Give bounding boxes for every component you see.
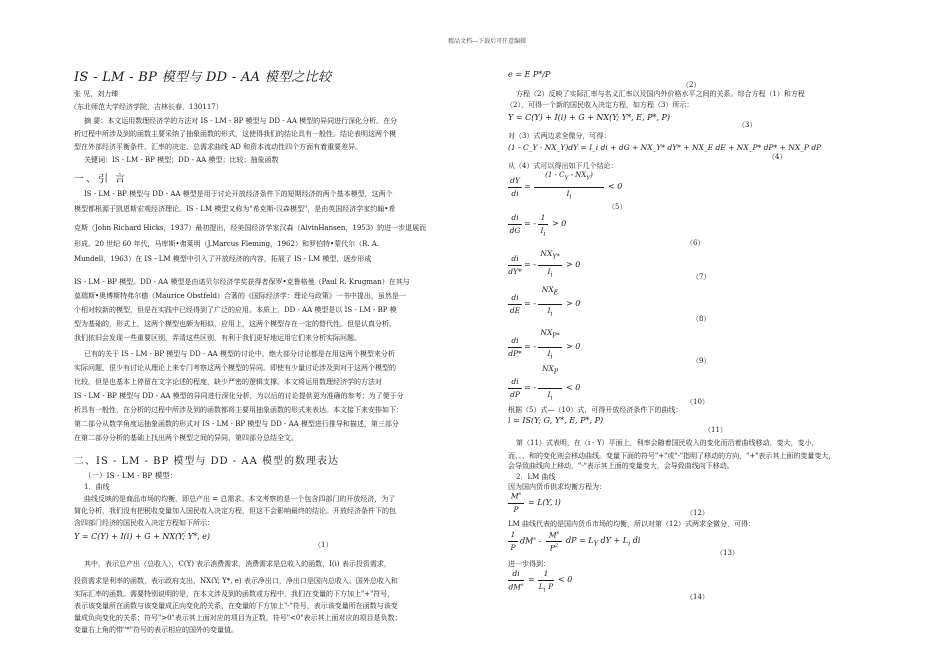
sec1-p1-line-5: Mundell，1963）在 IS - LM 模型中引入了开放经济的内容，拓展了 IS - LM 模型，逐步形成 [74,255,372,263]
abstract-line-1: 摘 要：本文运用数理经济学的方法对 IS - LM - BP 模型与 DD - AA 模型的异同进行深化分析。在分 [84,117,398,125]
sec1-p2-line-4: 型为基础的，形式上，这两个模型也颇为相似，应用上，这两个模型存在一定的替代性。但是认真分析， [74,320,396,328]
sec1-p3-line-1: 已有的关于 IS - LM - BP 模型与 DD - AA 模型的讨论中，绝大部分讨论都是在用这两个模型来分析 [84,350,395,358]
sec2-p2-line-6: 变量右上角的带"*"符号的表示相应的国外的变量值。 [74,626,238,634]
section-2-title: 二、IS - LM - BP 模型与 DD - AA 模型的数理表达 [74,456,339,467]
abstract-line-3: 型在外部经济平衡条件、汇率的决定、总需求曲线 AD 和资本流动性四个方面有着重要差异。 [74,143,363,151]
abstract-line-2: 析过程中所涉及到的函数主要采纳了抽象函数的形式，这使得我们的结论具有一般性。结论表明这两个模 [74,130,396,138]
sec1-p2-line-3: 个相对较新的模型，但是在实践中已经得到了广泛的应用。本质上，DD - AA 模型是以 IS - LM - BP 模 [74,306,397,314]
section-1-title: 一、引 言 [74,174,128,185]
sec1-p1-line-3: 克斯（John Richard Hicks，1937）最初提出，经美国经济学家汉森（AlvinHansen，1953）的进一步退展而 [74,224,427,232]
equation-1: Y = C(Y) + I(i) + G + NX(Y; Y*, e) [74,532,211,541]
sec2-p2-line-3: 实际汇率的函数。需要特别说明的是，在本文涉及到的函数或方程中，我们在变量的下方加上"+"符号， [74,590,395,598]
equation-5-number: （5） [608,203,627,211]
paper-title: IS - LM - BP 模型与 DD - AA 模型之比较 [74,70,332,85]
sec1-p3-line-5: 析具有一般性，在分析的过程中所涉及到的函数都将主要用抽象函数的形式来表达。本文接下来安排如下： [74,406,403,414]
equation-9-number: （9） [692,357,711,365]
sec1-p2-line-5: 我们依旧会发现一些重要区别，弄清这些区别，有利于我们更好地运用它们来分析实际问题。 [74,334,361,342]
sec1-p1-line-1: IS - LM - BP 模型与 DD - AA 模型是用于讨论开放经济条件下的短期经济的两个基本模型，这两个 [84,190,393,198]
sec2-item-1: 1．曲线 [84,483,110,491]
item-2-lm-curve: 2．LM 曲线 [516,473,556,481]
sec2-p1-line-3: 含四部门经济的国民收入决定方程如下所示： [74,519,214,527]
equation-1-number: （1） [314,541,333,549]
equation-3: Y = C(Y) + I(i) + G + NX(Y; Y*, E, P*, P) [508,113,671,122]
equation-11: i = IS(Y; G, Y*, E, P*, P) [508,416,604,425]
eq3-text: 对（3）式两边求全微分，可得： [508,132,611,140]
eq12-text: LM 曲线代表的是国内货币市场的均衡，所以对第（12）式两求全微分，可得： [508,520,755,528]
equation-11-number: （11） [704,426,727,434]
sec1-p3-line-7: 在第二部分分析的基础上找出两个模型之间的异同，第四部分总结全文。 [74,434,298,442]
sec2-p1-line-2: 简化分析，我们没有把税收变量加入国民收入决定方程，但这不会影响最终的结论。开放经济条件下的包 [74,507,396,515]
sec1-p2-line-1: IS - LM - BP 模型。DD - AA 模型是由诺贝尔经济学奖获得者保罗•克鲁格曼（Paul R. Krugman）在其与 [74,278,410,286]
equation-7-number: （7） [692,273,711,281]
sec2-p2-line-5: 量成负向变化的关系；符号">0"表示其上面对应的项目为正数，符号"<0"表示其上面对应的项目是负数； [74,614,402,622]
eq4-text: 从（4）式可以得出如下几个结论： [508,162,618,170]
keywords: 关键词：IS - LM - BP 模型；DD - AA 模型；比较；抽象函数 [84,156,279,164]
sec1-p1-line-4: 形成。20 世纪 60 年代，马库斯•弗莱明（J.Marcus Fleming，1962）和罗伯特•蒙代尔（R. A. [74,240,380,248]
eq11-text-line-1: 第（11）式表明，在（i - Y）平面上，利率会随着国民收入的变化而沿着曲线移动，变大，变小， [516,439,819,447]
sec2-p2-line-1: 其中，表示总产出（总收入），C(Y) 表示消费需求，消费需求是总收入的函数，I(i) 表示投资需求， [84,560,391,568]
sec2-p2-line-2: 投资需求是利率的函数，表示政府支出，NX(Y; Y*, e) 表示净出口，净出口是国内总收入、国外总收入和 [74,577,398,585]
paper-affiliation: （东北师范大学经济学院，吉林长春，130117） [70,103,223,111]
equation-13-number: （13） [716,549,739,557]
sec1-p3-line-2: 实际问题，很少有讨论从理论上来专门考察这两个模型的异同。即使有少量讨论涉及到对于这两个模型的 [74,364,396,372]
sec1-p3-line-4: IS - LM - BP 模型与 DD - AA 模型的异同进行深化分析，为以后的讨论提供更为准确的参考；为了便于分 [74,392,404,400]
equation-12-number: （12） [686,509,709,517]
equation-2-number: （2） [682,81,701,89]
eq10-text: 根据（5）式—（10）式，可得开放经济条件下的曲线： [508,406,683,414]
eq11-text-line-2: 而、、、和的变化则会移动曲线。变量下面的符号"+"或"-"指明了移动的方向，"+"表示其上面的变量变大， [508,452,836,460]
eq13-text: 进一步得到： [508,560,550,568]
sec2-subsection: （一）IS - LM - BP 模型： [84,471,178,480]
equation-2: e = E P*/P [508,70,551,79]
equation-10-number: （10） [686,398,709,406]
eq2-text-line-1: 方程（2）反映了实际汇率与名义汇率以及国内外价格水平之间的关系。综合方程（1）和方程 [516,90,805,98]
sec1-p2-line-2: 莫瑞斯•奥博斯特弗尔德（Maurice Obstfeld）合著的《国际经济学：理论与政策》一书中提出，虽然是一 [74,292,406,300]
eq11-text-line-3: 会导致曲线向上移动，"-"表示其上面的变量变大，会导致曲线向下移动。 [508,462,734,470]
sec1-p1-line-2: 模型都根源于凯恩斯宏观经济理论。IS - LM 模型又称为"希克斯-汉森模型"，是由英国经济学家约翰•希 [74,205,396,213]
equation-3-number: （3） [738,121,757,129]
paper-authors: 张 见，刘力臻 [74,90,119,98]
sec1-p3-line-3: 比较，但是也基本上停留在文字论述的程度，缺少严密的逻辑支撑。本文将运用数理经济学的方法对 [74,378,382,386]
page-header-note: 精品文档---下载后可任意编辑 [448,38,527,45]
sec2-p1-line-1: 曲线反映的是商品市场的均衡，即总产出 = 总需求。本文考察的是一个包含四部门的开放经济，为了 [84,495,396,503]
equation-14-number: （14） [686,593,709,601]
equation-8-number: （8） [692,315,711,323]
equation-4-number: （4） [768,153,787,161]
equation-6-number: （6） [686,239,705,247]
sec1-p3-line-6: 第二部分从数学角度运抽象函数的形式对 IS - LM - BP 模型与 DD - AA 模型进行推导和描述，第三部分 [74,420,399,428]
item-2-text: 因为国内货币供求均衡方程为： [508,483,606,491]
eq2-text-line-2: （2），可得一个新的国民收入决定方程，如方程（3）所示： [506,101,694,109]
sec2-p2-line-4: 表示该变量所在函数与该变量成正向变化的关系，在变量的下方加上"-"符号，表示该变量所在函数与该变 [74,602,398,610]
equation-4: (1 - C_Y - NX_Y)dY = I_i di + dG + NX_Y* dY* + NX_E dE + NX_P* dP* + NX_P dP [508,143,822,152]
